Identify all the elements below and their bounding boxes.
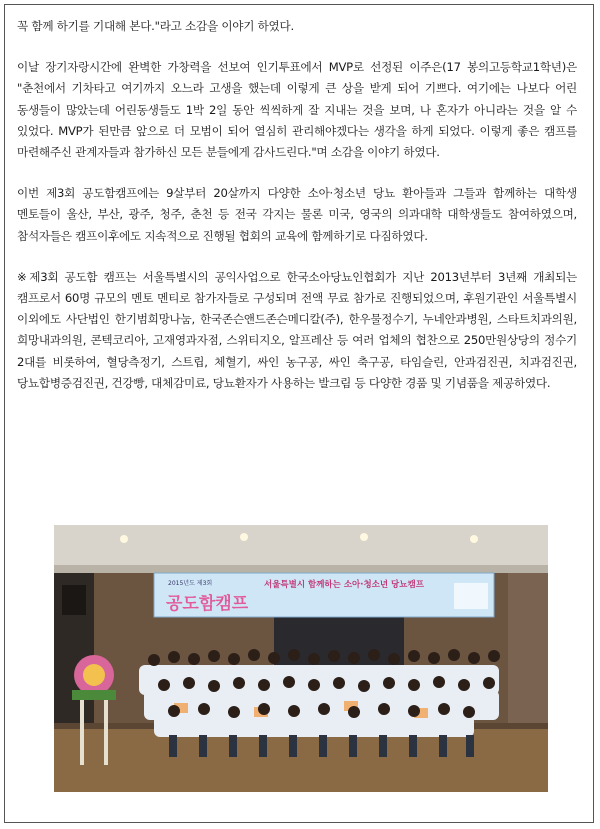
paragraph-2: 이날 장기자랑시간에 완벽한 가창력을 선보여 인기투표에서 MVP로 선정된 이주은(17 봉의고등학교1학년)은 "춘천에서 기차타고 여기까지 오느라 고생을 했는데 이렇게 큰 상을 받게 되어 기쁘다. 여기에는 나보다 어린 동생들이 많았는데 어린동생들도 1박 2일 동안 씩씩하게 잘 지내는 것을 보며, 나 혼자가 아니라는 것을 알 수 있었다. MVP가 된만큼 앞으로 더 모범이 되어 열심히 관리해야겠다는 생각을 하게 되었다. 이렇게 좋은 캠프를 마련해주신 관계자들과 참가하신 모든 분들에게 감사드린다."며 소감을 이야기 하였다.	[17, 60, 577, 160]
banner-small-text: 2015년도 제3회	[168, 580, 213, 587]
banner-headline: 서울특별시 함께하는 소아·청소년 당뇨캠프	[264, 580, 424, 590]
paragraph-1: 꼭 함께 하기를 기대해 본다."라고 소감을 이야기 하였다.	[17, 19, 294, 33]
banner-title: 공도함캠프	[166, 594, 249, 614]
paragraph-3: 이번 제3회 공도함캠프에는 9살부터 20살까지 다양한 소아·청소년 당뇨 환아들과 그들과 함께하는 대학생 멘토들이 울산, 부산, 광주, 청주, 춘천 등 전국 각지는 물론 미국, 영국의 의과대학 대학생들도 참여하였으며, 참석자들은 캠프이후에도 지속적으로 진행될 협회의 교육에 함께하기로 다짐하였다.	[17, 186, 577, 243]
article-body	[17, 16, 577, 394]
paragraph-4: ※제3회 공도함 캠프는 서울특별시의 공익사업으로 한국소아당뇨인협회가 지난 2013년부터 3년째 개최되는 캠프로서 60명 규모의 멘토 멘티로 참가자들로 구성되며 전액 무료 참가로 진행되었으며, 후원기관인 서울특별시 이외에도 사단법인 한기범희망나눔, 한국존슨앤드존슨메디칼(주), 한우물정수기, 누네안과병원, 스타트치과의원, 희망내과의원, 콘텍코리아, 고재영과자점, 스위티지오, 알프레산 등 여러 업체의 협찬으로 250만원상당의 정수기 2대를 비롯하여, 혈당측정기, 스트립, 체혈기, 싸인 농구공, 싸인 축구공, 타임슬린, 안과검진권, 치과검진권, 당뇨합병증검진권, 건강빵, 대체감미료, 당뇨환자가 사용하는 발크림 등 다양한 경품 및 기념품을 제공하였다.	[17, 269, 577, 390]
group-photo	[54, 525, 548, 792]
